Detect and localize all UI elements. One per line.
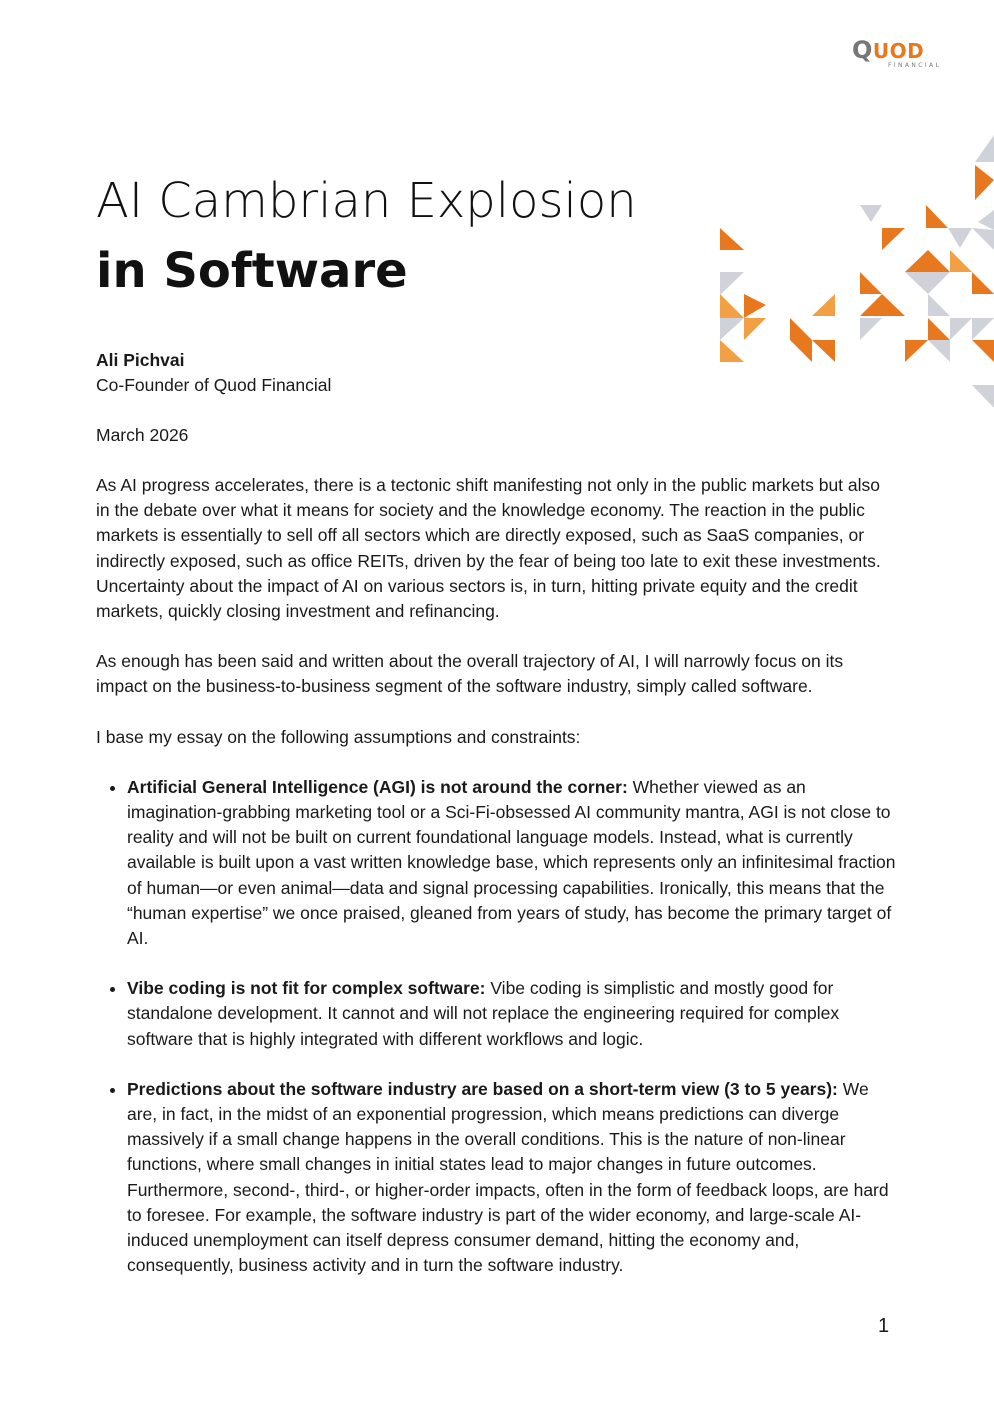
- logo-wordmark: QUOD: [852, 36, 925, 64]
- author-name: Ali Pichvai: [96, 350, 185, 370]
- paragraph-intro: As AI progress accelerates, there is a tectonic shift manifesting not only in the public markets but also in the debate over what it means for society and the knowledge economy. The reaction in the public markets is essentially to sell off all sectors which are directly exposed, such as SaaS companies, or indirectly exposed, such as office REITs, driven by the fear of being too late to exit these investments. Uncertainty about the impact of AI on various sectors is, in turn, hitting private equity and the credit markets, quickly closing investment and refinancing.: [96, 475, 881, 622]
- assumptions-list: [96, 775, 896, 1279]
- paragraph-assumptions: I base my essay on the following assumptions and constraints:: [96, 726, 581, 747]
- paragraph-focus: As enough has been said and written about the overall trajectory of AI, I will narrowly focus on its impact on the business-to-business segment of the software industry, simply called software.: [96, 651, 844, 697]
- author-block: [96, 348, 331, 398]
- title-line-2: in Software: [96, 243, 408, 299]
- logo-subtitle: FINANCIAL: [888, 62, 942, 69]
- quod-financial-logo: [852, 36, 942, 72]
- document-title: [96, 166, 637, 306]
- list-item: [127, 1077, 896, 1279]
- decorative-triangle-pattern: [700, 130, 994, 420]
- document-body: [96, 473, 896, 1303]
- publication-date: March 2026: [96, 425, 189, 445]
- list-item-lead: Predictions about the software industry are based on a short-term view (3 to 5 years):: [127, 1078, 838, 1099]
- list-item-lead: Artificial General Intelligence (AGI) is not around the corner:: [127, 776, 628, 797]
- list-item: [127, 775, 896, 951]
- author-role: Co-Founder of Quod Financial: [96, 375, 332, 395]
- list-item-lead: Vibe coding is not fit for complex software:: [127, 978, 486, 999]
- list-item-text: We are, in fact, in the midst of an exponential progression, which means predictions can diverge massively if a small change happens in the overall conditions. This is the nature of non-linear functions, where small changes in initial states lead to major changes in future outcomes. Furthermore, second-, third-, or higher-order impacts, often in the form of feedback loops, are hard to foresee. For example, the software industry is part of the wider economy, and large-scale AI-induced unemployment can itself depress consumer demand, hitting the economy and, consequently, business activity and in turn the software industry.: [127, 1078, 889, 1276]
- title-line-1: AI Cambrian Explosion: [96, 173, 637, 229]
- page-number: 1: [878, 1315, 890, 1337]
- list-item-text: Vibe coding is simplistic and mostly good for standalone development. It cannot and will not replace the engineering required for complex software that is highly integrated with different workflows and logic.: [127, 978, 840, 1049]
- list-item-text: Whether viewed as an imagination-grabbing marketing tool or a Sci-Fi-obsessed AI community mantra, AGI is not close to reality and will not be built on current foundational language models. Instead, what is currently available is built upon a vast written knowledge base, which represents only an infinitesimal fraction of human—or even animal—data and signal processing capabilities. Ironically, this means that the “human expertise” we once praised, gleaned from years of study, has become the primary target of AI.: [127, 776, 896, 949]
- list-item: [127, 976, 896, 1052]
